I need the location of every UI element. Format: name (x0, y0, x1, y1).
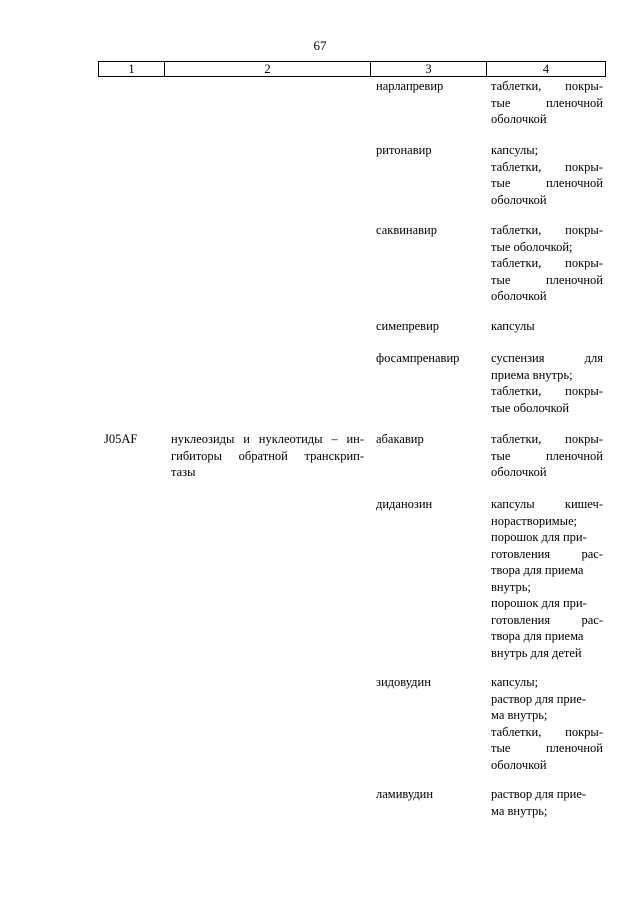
row-dosage-forms (491, 222, 603, 305)
dosage-form-word: тые (491, 95, 511, 110)
row-drug-name: абакавир (376, 432, 424, 446)
dosage-form-line (491, 612, 603, 629)
dosage-form-word: таблетки, (491, 79, 542, 93)
row-dosage-forms (491, 431, 603, 481)
row-drug-name: ритонавир (376, 143, 432, 157)
dosage-form-line (491, 595, 603, 612)
dosage-form-line (491, 579, 603, 596)
dosage-form-word: таблетки, (491, 384, 542, 398)
dosage-form-word: пленочной (545, 95, 603, 110)
dosage-form-line (491, 724, 603, 741)
dosage-form-word: таблетки, (491, 159, 542, 174)
dosage-form-line (491, 367, 603, 384)
dosage-form-word: тые (491, 448, 511, 463)
dosage-form-line (491, 142, 603, 159)
group-name-line: нуклеозиды и нуклеотиды – ин- (171, 432, 364, 446)
dosage-form-line (491, 318, 603, 335)
dosage-form-word: тые (491, 741, 511, 755)
dosage-form-line (491, 674, 603, 691)
dosage-form-word: покры- (565, 724, 603, 739)
row-dosage-forms (491, 786, 603, 819)
dosage-form-line (491, 496, 603, 513)
dosage-form-line (491, 529, 603, 546)
dosage-form-line (491, 757, 603, 774)
dosage-form-word: рас- (581, 546, 603, 561)
header-bottom-rule (98, 76, 606, 77)
dosage-form-line (491, 786, 603, 803)
dosage-form-line (491, 513, 603, 530)
column-header-2: 2 (264, 62, 271, 76)
dosage-form-word: оболочкой (491, 289, 547, 303)
dosage-form-word: таблетки, (491, 432, 542, 446)
dosage-form-word: капсулы (491, 319, 535, 333)
dosage-form-word: пленочной (545, 272, 603, 287)
dosage-form-line (491, 95, 603, 112)
dosage-form-line (491, 740, 603, 757)
dosage-form-line (491, 111, 603, 128)
header-divider (605, 61, 606, 76)
dosage-form-word: норастворимые; (491, 513, 578, 528)
row-drug-name: ламивудин (376, 787, 434, 801)
dosage-form-word: ма внутрь; (491, 708, 548, 722)
row-drug-name: диданозин (376, 497, 433, 511)
dosage-form-word: внутрь для детей (491, 645, 582, 660)
row-dosage-forms (491, 318, 603, 335)
page-number: 67 (313, 38, 327, 53)
dosage-form-line (491, 222, 603, 239)
dosage-form-word: оболочкой (491, 465, 547, 479)
dosage-form-word: ма внутрь; (491, 803, 548, 818)
dosage-form-word: твора для приема (491, 563, 584, 577)
dosage-form-word: рас- (581, 612, 603, 627)
row-drug-name: нарлапревир (376, 79, 444, 93)
dosage-form-word: готовления (491, 612, 551, 627)
dosage-form-line (491, 562, 603, 579)
dosage-form-word: внутрь; (491, 579, 531, 594)
dosage-form-line (491, 159, 603, 176)
row-drug-name: симепревир (376, 319, 440, 333)
dosage-form-word: покры- (565, 384, 603, 398)
dosage-form-word: оболочкой (491, 757, 547, 772)
dosage-form-line (491, 691, 603, 708)
dosage-form-line (491, 255, 603, 272)
dosage-form-word: суспензия (491, 351, 545, 365)
dosage-form-word: капсулы; (491, 675, 539, 689)
row-dosage-forms (491, 496, 603, 661)
row-drug-name: саквинавир (376, 223, 437, 237)
column-header-3: 3 (425, 62, 432, 76)
row-dosage-forms (491, 350, 603, 416)
dosage-form-word: тые оболочкой; (491, 239, 573, 254)
dosage-form-line (491, 239, 603, 256)
dosage-form-line (491, 628, 603, 645)
dosage-form-line (491, 175, 603, 192)
dosage-form-word: готовления (491, 546, 551, 561)
dosage-form-word: таблетки, (491, 724, 542, 739)
column-header-1: 1 (128, 62, 135, 76)
group-name-line: гибиторы обратной транскрип- (171, 448, 364, 463)
dosage-form-word: оболочкой (491, 112, 547, 126)
dosage-form-word: тые оболочкой (491, 400, 570, 415)
dosage-form-word: раствор для прие- (491, 691, 587, 706)
dosage-form-word: тые (491, 176, 511, 190)
dosage-form-word: покры- (565, 79, 603, 93)
dosage-form-word: пленочной (545, 741, 603, 755)
dosage-form-word: капсулы; (491, 143, 539, 157)
dosage-form-line (491, 431, 603, 448)
row-drug-name: фосампренавир (376, 351, 460, 365)
dosage-form-word: пленочной (545, 448, 603, 463)
group-name-line: тазы (171, 465, 196, 479)
dosage-form-word: покры- (565, 223, 603, 237)
dosage-form-word: таблетки, (491, 256, 542, 270)
dosage-form-word: покры- (565, 256, 603, 270)
dosage-form-word: покры- (565, 432, 603, 446)
dosage-form-word: оболочкой (491, 192, 547, 207)
dosage-form-word: для (584, 351, 603, 365)
dosage-form-line (491, 383, 603, 400)
row-drug-name: зидовудин (376, 675, 431, 689)
dosage-form-line (491, 272, 603, 289)
dosage-form-word: приема внутрь; (491, 367, 573, 382)
dosage-form-word: твора для приема (491, 629, 584, 643)
dosage-form-word: покры- (565, 159, 603, 174)
dosage-form-word: кишеч- (564, 497, 603, 511)
dosage-form-line (491, 288, 603, 305)
row-dosage-forms (491, 78, 603, 128)
dosage-form-line (491, 546, 603, 563)
row-group-name (171, 431, 364, 481)
dosage-form-word: таблетки, (491, 223, 542, 237)
dosage-form-word: пленочной (545, 176, 603, 190)
row-dosage-forms (491, 674, 603, 773)
dosage-form-word: порошок для при- (491, 596, 587, 610)
dosage-form-word: капсулы (491, 497, 535, 511)
dosage-form-line (491, 350, 603, 367)
dosage-form-line (491, 803, 603, 820)
dosage-form-line (491, 448, 603, 465)
dosage-form-word: раствор для прие- (491, 787, 587, 801)
dosage-form-line (491, 707, 603, 724)
row-code: J05AF (104, 432, 138, 446)
dosage-form-word: порошок для при- (491, 530, 587, 544)
dosage-form-word: тые (491, 272, 511, 287)
row-dosage-forms (491, 142, 603, 208)
dosage-form-line (491, 192, 603, 209)
dosage-form-line (491, 645, 603, 662)
dosage-form-line (491, 78, 603, 95)
dosage-form-line (491, 400, 603, 417)
column-header-4: 4 (542, 62, 550, 76)
dosage-form-line (491, 464, 603, 481)
